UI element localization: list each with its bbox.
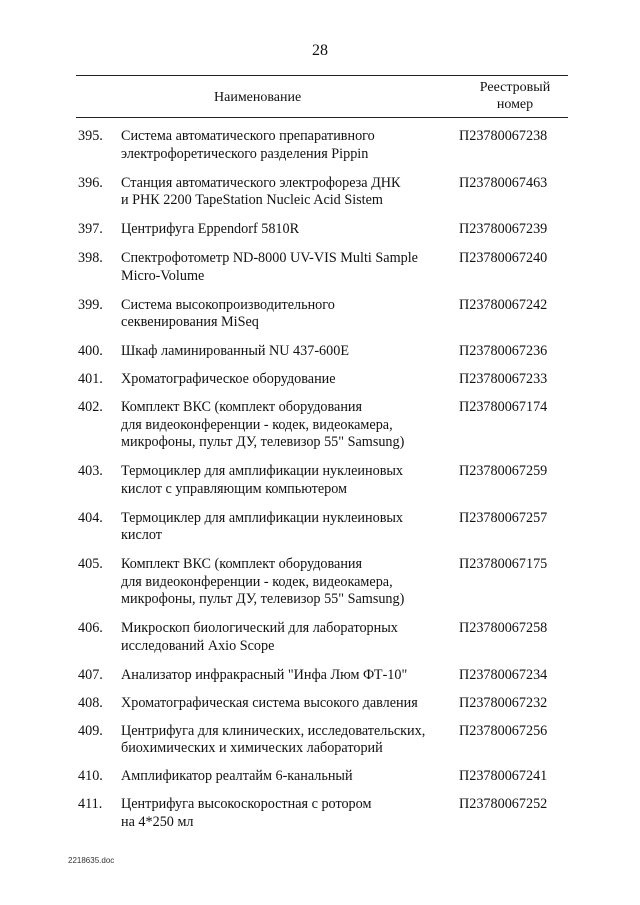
row-name-line: микрофоны, пульт ДУ, телевизор 55" Samsung) [121, 434, 405, 450]
row-name [121, 175, 451, 210]
table-row [0, 371, 640, 389]
row-number: 398. [78, 250, 103, 266]
row-registry-number: П23780067238 [459, 128, 548, 144]
row-name-line: Система высокопроизводительного [121, 296, 335, 313]
table-row [0, 620, 640, 655]
row-name-line: Центрифуга для клинических, исследовательских, [121, 722, 426, 739]
table-top-rule [76, 75, 568, 76]
row-name-line: Система автоматического препаративного [121, 128, 375, 144]
row-registry-number: П23780067252 [459, 796, 548, 812]
row-number: 404. [78, 509, 103, 526]
row-name [121, 695, 451, 713]
row-name-line: на 4*250 мл [121, 813, 194, 830]
row-name-line: для видеоконференции - кодек, видеокамера, [121, 573, 393, 590]
row-name-line: Микроскоп биологический для лабораторных [121, 620, 398, 636]
row-number: 410. [78, 768, 103, 784]
row-name-line: кислот с управляющим компьютером [121, 480, 348, 497]
row-name-line: для видеоконференции - кодек, видеокамера, [121, 416, 393, 433]
row-name [121, 796, 451, 831]
row-name [121, 463, 451, 498]
row-name-line: Хроматографическая система высокого давления [121, 694, 418, 711]
table-row [0, 556, 640, 609]
row-number: 401. [78, 371, 103, 387]
row-number: 402. [78, 399, 103, 415]
file-name-footer: 2218635.doc [68, 856, 115, 865]
table-row [0, 343, 640, 361]
row-name-line: Термоциклер для амплификации нуклеиновых [121, 463, 404, 479]
row-registry-number: П23780067175 [459, 556, 548, 572]
row-registry-number: П23780067236 [459, 343, 548, 359]
row-name-line: микрофоны, пульт ДУ, телевизор 55" Samsung) [121, 591, 405, 607]
row-number: 408. [78, 694, 103, 711]
row-number: 407. [78, 666, 103, 683]
row-number: 395. [78, 128, 103, 144]
row-number: 409. [78, 722, 103, 739]
row-name [121, 343, 451, 361]
table-row [0, 250, 640, 285]
row-registry-number: П23780067239 [459, 221, 548, 237]
row-name [121, 768, 451, 786]
row-name [121, 723, 451, 758]
column-header-registry-number [458, 79, 572, 113]
page-number: 28 [312, 42, 328, 59]
row-number: 399. [78, 296, 103, 313]
table-row [0, 768, 640, 786]
row-name [121, 399, 451, 452]
row-registry-number: П23780067174 [459, 399, 548, 415]
row-registry-number: П23780067241 [459, 768, 548, 784]
table-row [0, 128, 640, 163]
row-registry-number: П23780067463 [459, 174, 548, 191]
row-registry-number: П23780067242 [459, 296, 548, 313]
row-registry-number: П23780067257 [459, 509, 548, 526]
table-header-rule [76, 117, 568, 118]
row-name-line: и РНК 2200 TapeStation Nucleic Acid Sistem [121, 192, 383, 208]
row-name-line: Micro-Volume [121, 267, 205, 284]
table-row [0, 175, 640, 210]
row-registry-number: П23780067232 [459, 694, 548, 711]
row-name-line: Хроматографическое оборудование [121, 371, 336, 387]
row-name-line: Комплект ВКС (комплект оборудования [121, 399, 363, 415]
row-registry-number: П23780067233 [459, 371, 548, 387]
row-name-line: Анализатор инфракрасный "Инфа Люм ФТ-10" [121, 666, 408, 683]
row-number: 403. [78, 463, 103, 479]
row-number: 396. [78, 174, 103, 191]
row-number: 405. [78, 556, 103, 572]
row-registry-number: П23780067259 [459, 463, 548, 479]
row-name-line: Спектрофотометр ND-8000 UV-VIS Multi Sample [121, 250, 418, 266]
table-row [0, 796, 640, 831]
row-name [121, 371, 451, 389]
row-name [121, 221, 451, 239]
row-name-line: кислот [121, 527, 162, 543]
row-name [121, 667, 451, 685]
row-name-line: Шкаф ламинированный NU 437-600E [121, 343, 350, 359]
table-body [0, 128, 640, 831]
row-name [121, 510, 451, 545]
row-name-line: Термоциклер для амплификации нуклеиновых [121, 509, 404, 526]
row-name [121, 250, 451, 285]
row-name [121, 297, 451, 332]
row-number: 400. [78, 343, 103, 359]
table-row [0, 399, 640, 452]
row-name-line: секвенирования MiSeq [121, 314, 259, 330]
row-registry-number: П23780067258 [459, 620, 548, 636]
table-row [0, 723, 640, 758]
row-registry-number: П23780067256 [459, 722, 548, 739]
table-row [0, 667, 640, 685]
row-name-line: Комплект ВКС (комплект оборудования [121, 556, 363, 572]
row-name-line: электрофоретического разделения Pippin [121, 145, 369, 162]
column-header-registry-line2: номер [496, 97, 534, 112]
row-name-line: Центрифуга Eppendorf 5810R [121, 221, 300, 237]
row-name [121, 556, 451, 609]
table-row [0, 695, 640, 713]
row-name-line: биохимических и химических лабораторий [121, 740, 383, 756]
row-name-line: Амплификатор реалтайм 6-канальный [121, 768, 353, 784]
table-row [0, 510, 640, 545]
row-name-line: Станция автоматического электрофореза ДНК [121, 174, 401, 191]
row-registry-number: П23780067240 [459, 250, 548, 266]
row-number: 406. [78, 620, 103, 636]
column-header-registry-line1: Реестровый [479, 80, 551, 95]
row-name-line: исследований Axio Scope [121, 637, 275, 654]
row-number: 411. [78, 796, 103, 812]
column-header-name: Наименование [214, 90, 302, 105]
row-number: 397. [78, 221, 103, 237]
row-name [121, 620, 451, 655]
row-name-line: Центрифуга высокоскоростная с ротором [121, 796, 372, 812]
row-registry-number: П23780067234 [459, 666, 548, 683]
table-row [0, 221, 640, 239]
table-row [0, 463, 640, 498]
row-name [121, 128, 451, 163]
table-row [0, 297, 640, 332]
